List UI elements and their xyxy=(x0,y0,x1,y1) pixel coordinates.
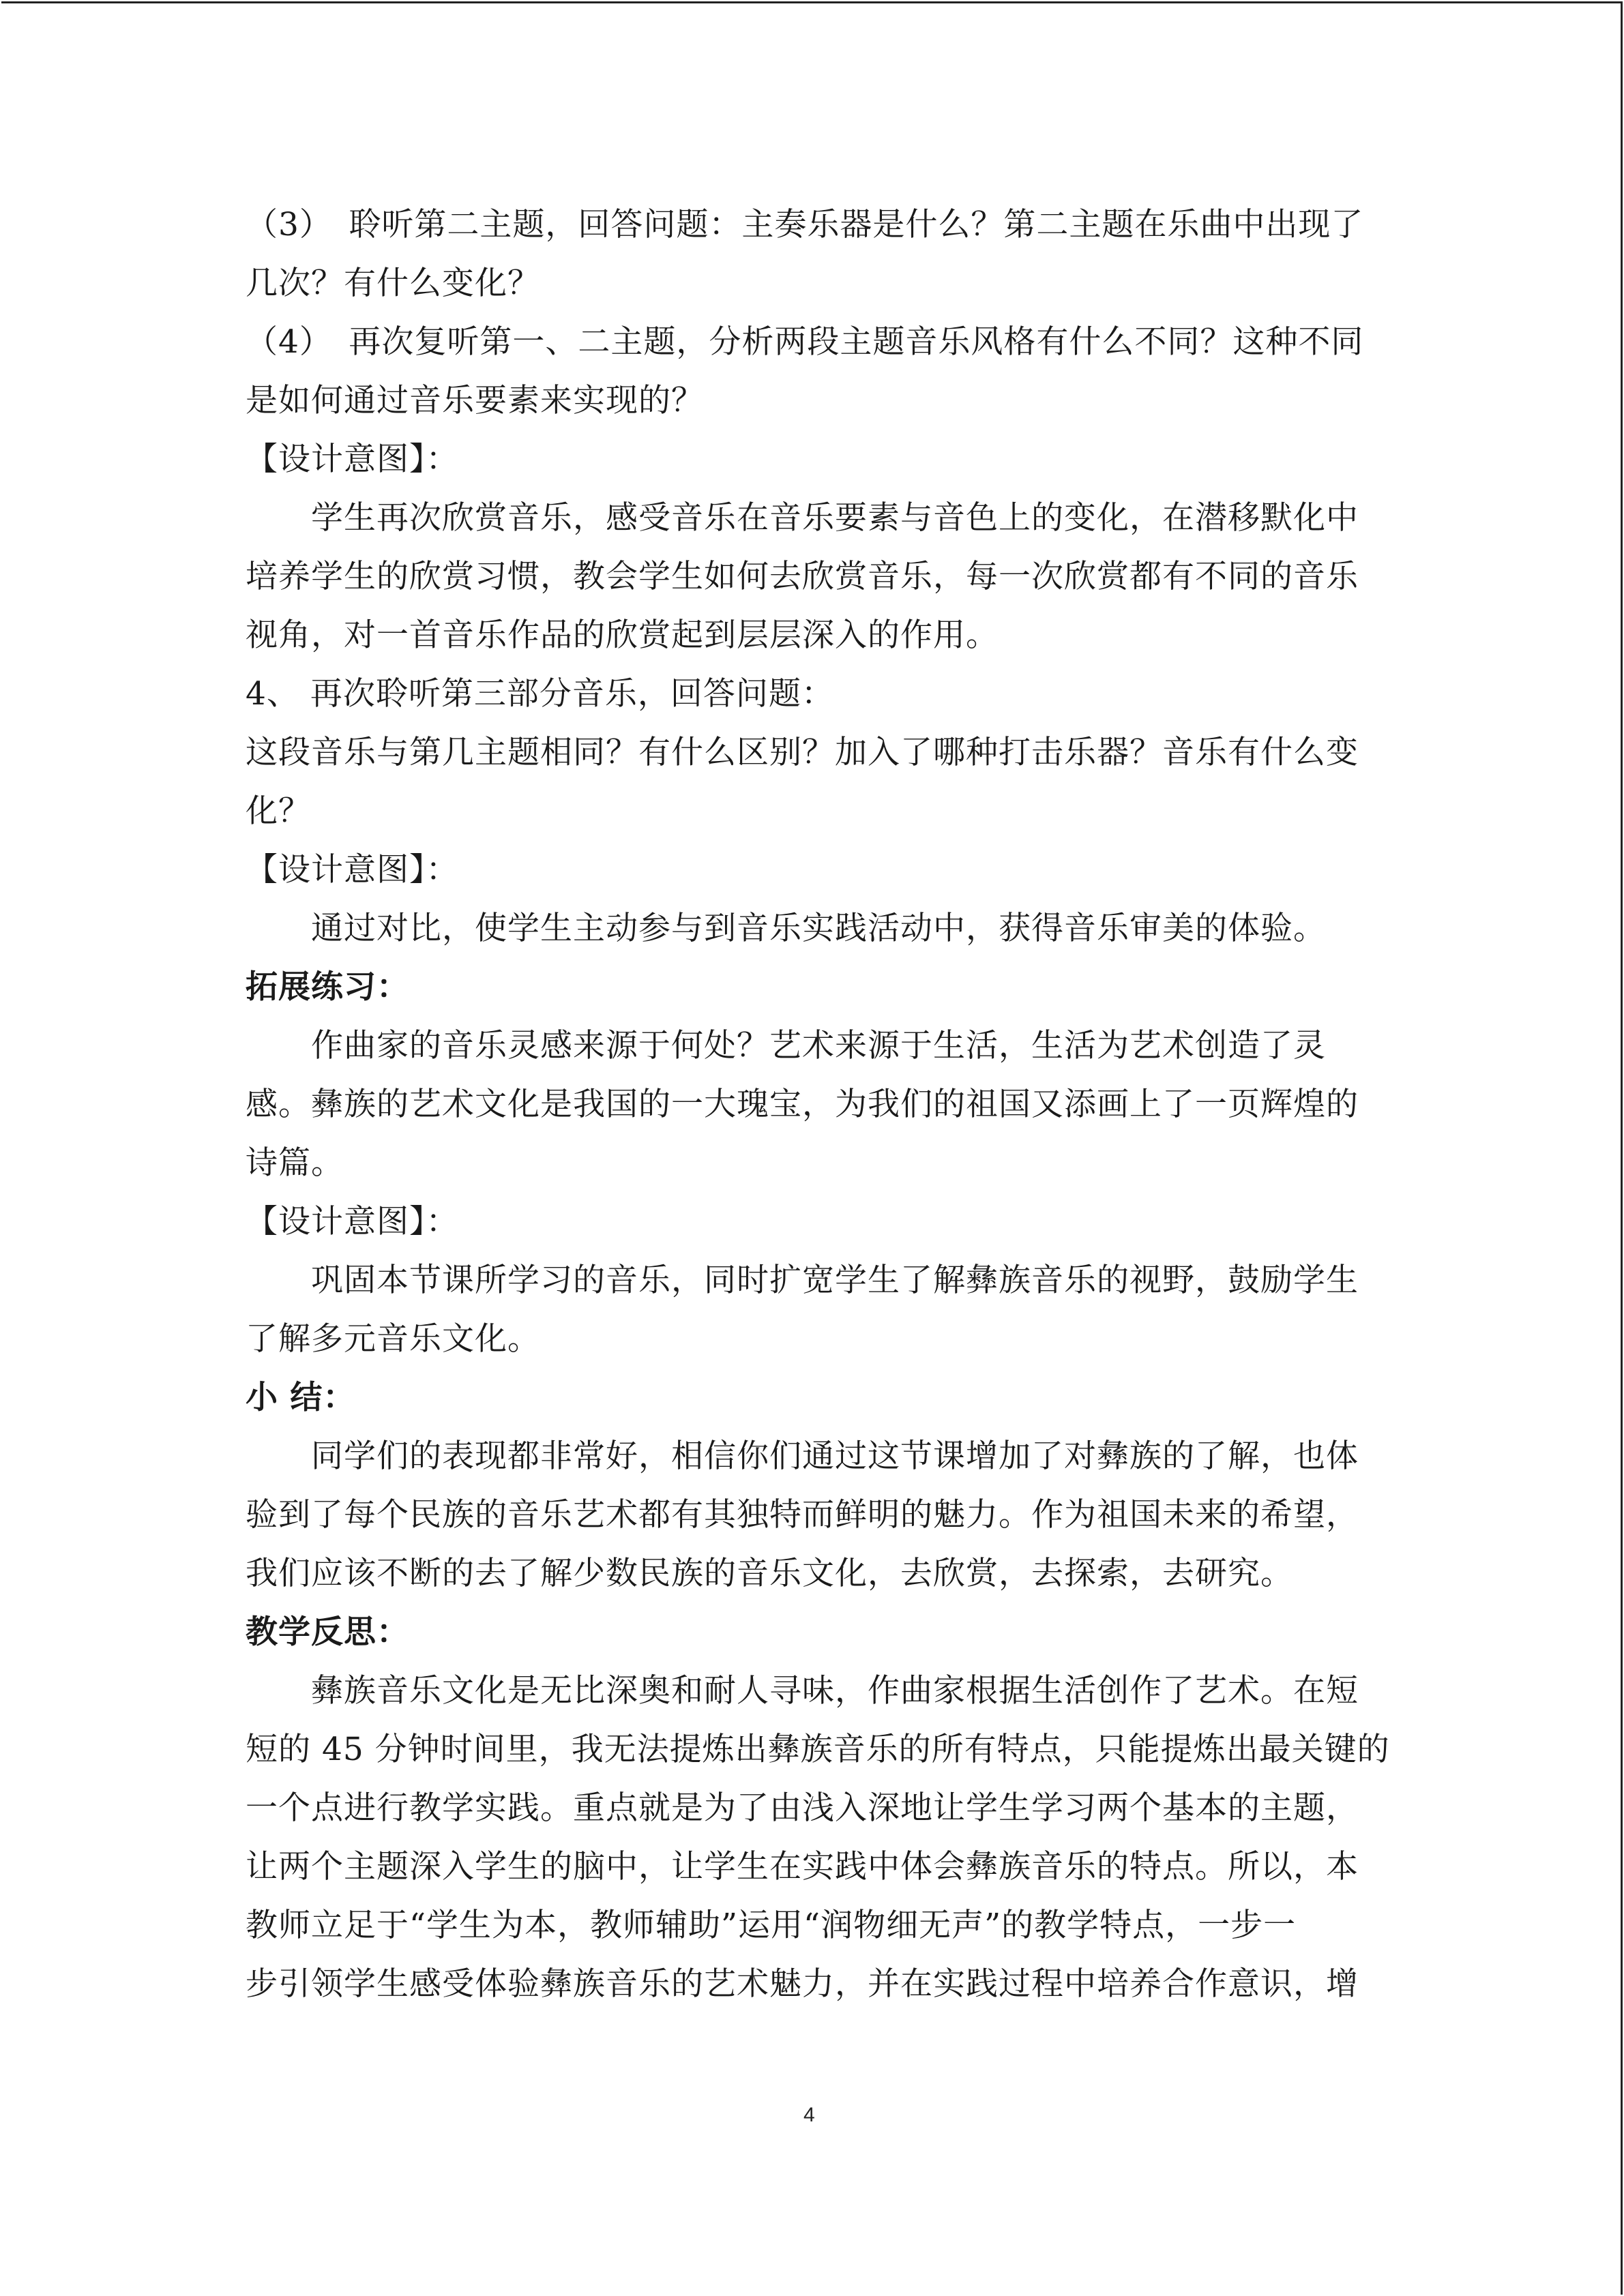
text-line: 4、 再次聆听第三部分音乐，回答问题： xyxy=(246,675,834,713)
text-line: 步引领学生感受体验彝族音乐的艺术魅力，并在实践过程中培养合作意识，增 xyxy=(246,1965,1359,2003)
text-line: 培养学生的欣赏习惯，教会学生如何去欣赏音乐，每一次欣赏都有不同的音乐 xyxy=(246,558,1359,595)
text-line: 我们应该不断的去了解少数民族的音乐文化，去欣赏，去探索，去研究。 xyxy=(246,1555,1293,1592)
text-line: 感。彝族的艺术文化是我国的一大瑰宝，为我们的祖国又添画上了一页辉煌的 xyxy=(246,1086,1359,1123)
text-line: 彝族音乐文化是无比深奥和耐人寻味，作曲家根据生活创作了艺术。在短 xyxy=(311,1672,1359,1710)
text-line: 一个点进行教学实践。重点就是为了由浅入深地让学生学习两个基本的主题， xyxy=(246,1789,1359,1827)
page-top-border xyxy=(1,1,1623,3)
text-line: 教师立足于“学生为本，教师辅助”运用“润物细无声”的教学特点，一步一 xyxy=(246,1907,1297,1944)
text-line: 是如何通过音乐要素来实现的？ xyxy=(246,382,704,419)
text-line: 化？ xyxy=(246,792,311,830)
text-line: 学生再次欣赏音乐，感受音乐在音乐要素与音色上的变化，在潜移默化中 xyxy=(311,499,1359,537)
page-number: 4 xyxy=(803,2104,815,2126)
text-line: 作曲家的音乐灵感来源于何处？艺术来源于生活，生活为艺术创造了灵 xyxy=(311,1027,1326,1064)
page-right-border xyxy=(1621,1,1623,2295)
section-label: 【设计意图】： xyxy=(246,441,459,478)
text-line: 验到了每个民族的音乐艺术都有其独特而鲜明的魅力。作为祖国未来的希望， xyxy=(246,1496,1359,1534)
text-line: 了解多元音乐文化。 xyxy=(246,1320,540,1358)
section-heading-extension: 拓展练习： xyxy=(246,968,409,1006)
text-line: （3） 聆听第二主题，回答问题：主奏乐器是什么？第二主题在乐曲中出现了 xyxy=(246,206,1364,243)
text-line: 巩固本节课所学习的音乐，同时扩宽学生了解彝族音乐的视野，鼓励学生 xyxy=(311,1262,1359,1299)
section-heading-summary: 小 结： xyxy=(246,1379,356,1416)
text-line: 让两个主题深入学生的脑中，让学生在实践中体会彝族音乐的特点。所以，本 xyxy=(246,1848,1359,1885)
text-line: 通过对比，使学生主动参与到音乐实践活动中，获得音乐审美的体验。 xyxy=(311,910,1326,947)
section-label: 【设计意图】： xyxy=(246,851,459,889)
text-line: 视角，对一首音乐作品的欣赏起到层层深入的作用。 xyxy=(246,616,999,654)
section-heading-reflection: 教学反思： xyxy=(246,1613,409,1651)
text-line: 同学们的表现都非常好，相信你们通过这节课增加了对彝族的了解，也体 xyxy=(311,1437,1359,1475)
text-line: 几次？有什么变化？ xyxy=(246,265,540,302)
text-line: 诗篇。 xyxy=(246,1144,344,1182)
text-line: 这段音乐与第几主题相同？有什么区别？加入了哪种打击乐器？音乐有什么变 xyxy=(246,734,1359,771)
section-label: 【设计意图】： xyxy=(246,1203,459,1240)
text-line: （4） 再次复听第一、二主题，分析两段主题音乐风格有什么不同？这种不同 xyxy=(246,323,1364,361)
text-line: 短的 45 分钟时间里，我无法提炼出彝族音乐的所有特点，只能提炼出最关键的 xyxy=(246,1731,1390,1768)
